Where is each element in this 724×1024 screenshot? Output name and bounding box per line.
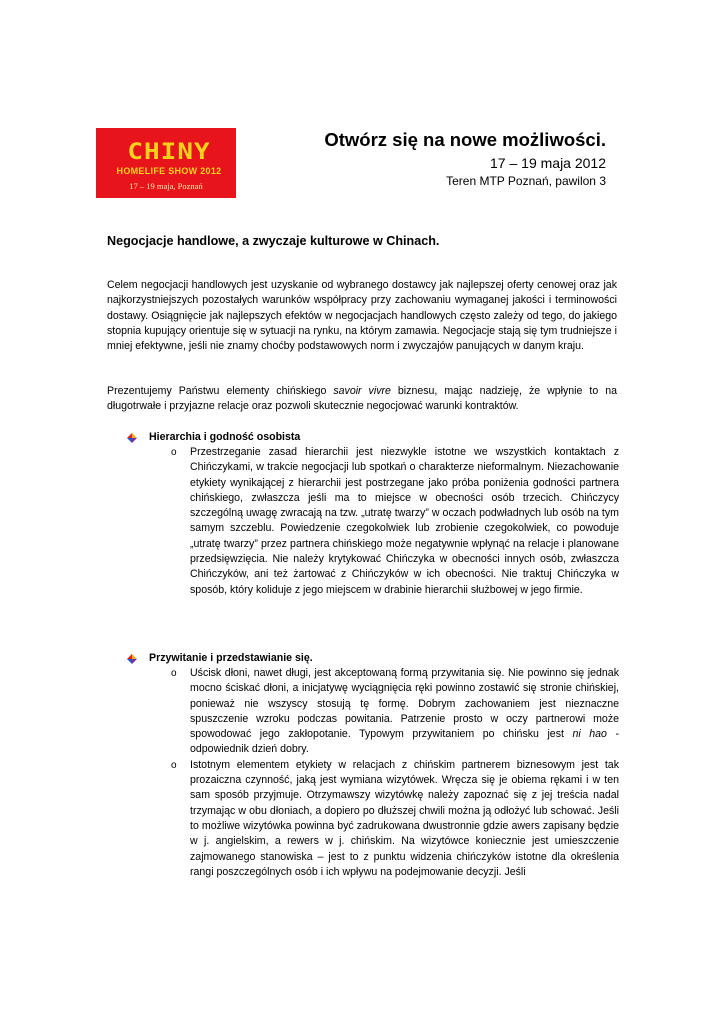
logo-title: CHINY	[127, 139, 211, 165]
list-item-text	[190, 666, 619, 758]
section-heading-row	[127, 430, 619, 445]
header-venue: Teren MTP Poznań, pawilon 3	[446, 174, 606, 188]
section-heading: Hierarchia i godność osobista	[149, 431, 301, 443]
paragraph-text: biznesu, mając nadzieję, że wpłynie to na długotrwałe i przyjazne relacje oraz pozwoli skutecznie negocjować warunki kontraktów.	[107, 385, 617, 413]
section-hierarchy	[127, 430, 619, 598]
list-item	[127, 758, 619, 880]
diamond-bullet-icon	[127, 654, 137, 664]
logo-subtitle: HOMELIFE SHOW 2012	[116, 166, 222, 176]
header-dates: 17 – 19 maja 2012	[490, 155, 606, 171]
logo-dates: 17 – 19 maja, Poznań	[129, 181, 203, 191]
paragraph-text: Prezentujemy Państwu elementy chińskiego	[107, 385, 334, 397]
list-item-text-part: - odpowiednik dzień dobry.	[190, 728, 619, 756]
second-paragraph	[107, 384, 617, 415]
section-greeting	[127, 651, 619, 880]
intro-paragraph: Celem negocjacji handlowych jest uzyskanie od wybranego dostawcy jak najlepszej oferty cenowej oraz jak najkorzystniejszych pozostałych warunków współpracy przy zachowaniu wymaganej jakości i terminowości dostawy. Osiągnięcie jak najlepszych efektów w negocjacjach handlowych często zależy od tego, do jakiego stopnia kupujący orientuje się w sytuacji na rynku, na którym zamawia. Negocjacje stają się tym trudniejsze i mniej efektywne, jeśli nie znamy choćby podstawowych norm i zwyczajów panujących w danym kraju.	[107, 279, 617, 353]
circle-bullet-icon: o	[171, 447, 177, 458]
event-logo	[96, 128, 236, 198]
list-item-text: Przestrzeganie zasad hierarchii jest niezwykle istotne we wszystkich kontaktach z Chińczykami, w trakcie negocjacji lub spotkań o charakterze nieformalnym. Niezachowanie etykiety wynikającej z hierarchii jest postrzegane jako próba poniżenia godności partnera chińskiego, zwłaszcza jeśli ma to miejsce w obecności osób trzecich. Chińczycy szczególną uwagę zwracają na tzw. „utratę twarzy” w oczach podwładnych lub osób na tym samym szczeblu. Powiedzenie czegokolwiek lub zrobienie czegokolwiek, co powoduje „utratę twarzy” przez partnera chińskiego może negatywnie wpłynąć na relacje i planowane przedsięwzięcia. Nie należy krytykować Chińczyka w obecności innych osób, zwłaszcza Chińczyków, ani też żartować z Chińczyków w ich obecności. Nie traktuj Chińczyka w sposób, który koliduje z jego miejscem w drabinie hierarchii służbowej w jego firmie.	[190, 446, 619, 596]
list-item-italic-term: ni hao	[572, 728, 607, 741]
header-title: Otwórz się na nowe możliwości.	[324, 129, 606, 150]
circle-bullet-icon: o	[171, 759, 177, 771]
document-heading: Negocjacje handlowe, a zwyczaje kulturowe w Chinach.	[107, 234, 440, 248]
list-item	[127, 445, 619, 598]
list-item-text: Istotnym elementem etykiety w relacjach z chińskim partnerem biznesowym jest tak prozaiczna czynność, jaką jest wymiana wizytówek. Wręcza się je obiema rękami i w ten sam sposób przyjmuje. Otrzymawszy wizytówkę należy zapoznać się z jej treścia nadal trzymając w obu dłoniach, a dopiero po dłuższej chwili można ją odłożyć lub schować. Jeśli to możliwe wizytówka powinna być zadrukowana dwustronnie gdzie awers zapisany będzie w j. angielskim, a rewers w j. chińskim. Na wizytówce koniecznie jest umieszczenie zajmowanego stanowiska – jest to z punktu widzenia chińczyków istotne dla określenia rangi poszczególnych osób i ich wpływu na podejmowanie decyzji. Jeśli	[190, 758, 619, 878]
list-item-text-part: Uścisk dłoni, nawet długi, jest akceptowaną formą przywitania się. Nie powinno się jednak mocno ściskać dłoni, a inicjatywę wyciągnięcia ręki powinno zostawić się stronie chińskiej, ponieważ nie wszyscy stosują tę formę. Dobrym zachowaniem jest nieznaczne spuszczenie wzroku podczas powitania. Patrzenie prosto w oczy partnerowi może spowodować jego zakłopotanie. Typowym przywitaniem po chińsku jest	[190, 667, 619, 741]
section-heading: Przywitanie i przedstawianie się.	[149, 652, 313, 664]
list-item	[127, 666, 619, 758]
paragraph-italic-term: savoir vivre	[333, 385, 391, 397]
section-heading-row	[127, 651, 619, 666]
circle-bullet-icon: o	[171, 668, 177, 679]
diamond-bullet-icon	[127, 433, 137, 443]
